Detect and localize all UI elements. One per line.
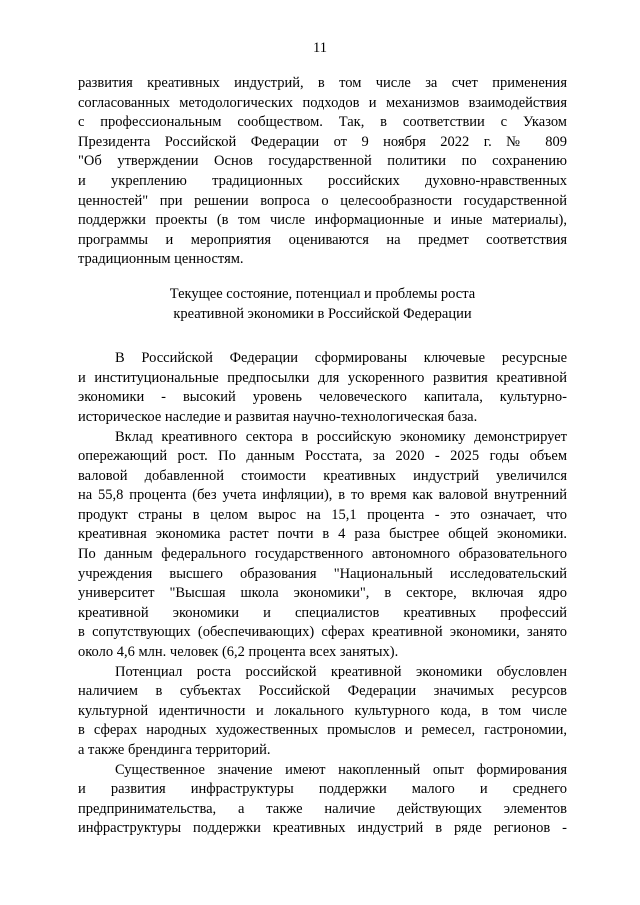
text-line: в сферах народных художественных промыслов и ремесел, гастрономии, (78, 722, 567, 739)
text-line: По данным федерального государственного автономного образовательного (78, 546, 567, 563)
paragraph-intro (78, 74, 567, 270)
text-line: университет "Высшая школа экономики", в секторе, включая ядро (78, 585, 567, 602)
page-number: 11 (313, 40, 327, 56)
text-line: креативной экономики и специалистов креативных профессий (78, 604, 567, 621)
text-line: и институциональные предпосылки для ускоренного развития креативной (78, 369, 567, 386)
text-line: и развития инфраструктуры поддержки малого и среднего (78, 781, 567, 798)
heading-line: креативной экономики в Российской Федерации (173, 305, 472, 322)
text-line: программы и мероприятия оцениваются на предмет соответствия (78, 231, 567, 248)
text-line: учреждения высшего образования "Национальный исследовательский (78, 565, 567, 582)
text-line: экономики - высокий уровень человеческого капитала, культурно- (78, 389, 567, 406)
text-line: Потенциал роста российской креативной экономики обусловлен (115, 663, 567, 680)
text-line: культурной идентичности и локального культурного кода, в том числе (78, 702, 567, 719)
text-line: согласованных методологических подходов и механизмов взаимодействия (78, 94, 567, 111)
text-line: В Российской Федерации сформированы ключевые ресурсные (115, 350, 567, 367)
text-line: Вклад креативного сектора в российскую экономику демонстрирует (115, 428, 567, 445)
text-line: а также брендинга территорий. (78, 742, 271, 758)
text-line: историческое наследие и развитая научно-технологическая база. (78, 408, 478, 425)
text-line: Президента Российской Федерации от 9 ноября 2022 г. № 809 (78, 133, 567, 150)
text-line: поддержки проекты (в том числе информационные и иные материалы), (78, 212, 567, 229)
heading-line: Текущее состояние, потенциал и проблемы роста (169, 285, 476, 302)
text-line: креативная экономика растет почти в 4 раза быстрее общей экономики. (78, 526, 567, 543)
text-line: в сопутствующих (обеспечивающих) сферах креативной экономики, занято (78, 624, 567, 641)
text-line: "Об утверждении Основ государственной политики по сохранению (78, 153, 567, 170)
text-line: на 55,8 процента (без учета инфляции), в то время как валовой внутренний (78, 487, 567, 504)
paragraph-resources (78, 349, 567, 427)
text-line: инфраструктуры поддержки креативных индустрий в ряде регионов - (78, 820, 567, 837)
text-line: около 4,6 млн. человек (6,2 процента всех занятых). (78, 644, 399, 661)
text-line: Существенное значение имеют накопленный опыт формирования (115, 761, 567, 778)
section-heading (78, 285, 567, 324)
text-line: с профессиональным сообществом. Так, в соответствии с Указом (78, 114, 567, 131)
text-line: и укреплению традиционных российских духовно-нравственных (78, 172, 567, 189)
paragraph-potential (78, 663, 567, 761)
text-line: традиционным ценностям. (78, 251, 244, 268)
text-line: развития креативных индустрий, в том числе за счет применения (78, 75, 567, 91)
text-line: наличием в субъектах Российской Федерации значимых ресурсов (78, 683, 567, 700)
paragraph-infrastructure (78, 761, 567, 839)
text-line: продукт страны в целом вырос на 15,1 процента - это означает, что (78, 506, 567, 523)
text-line: ценностей" при решении вопроса о целесообразности государственной (78, 192, 567, 209)
text-line: предпринимательства, а также наличие действующих элементов (78, 800, 567, 817)
text-line: опережающий рост. По данным Росстата, за 2020 - 2025 годы объем (78, 448, 567, 465)
document-body (78, 74, 567, 839)
text-line: валовой добавленной стоимости креативных индустрий увеличился (78, 467, 567, 484)
paragraph-growth (78, 428, 567, 663)
